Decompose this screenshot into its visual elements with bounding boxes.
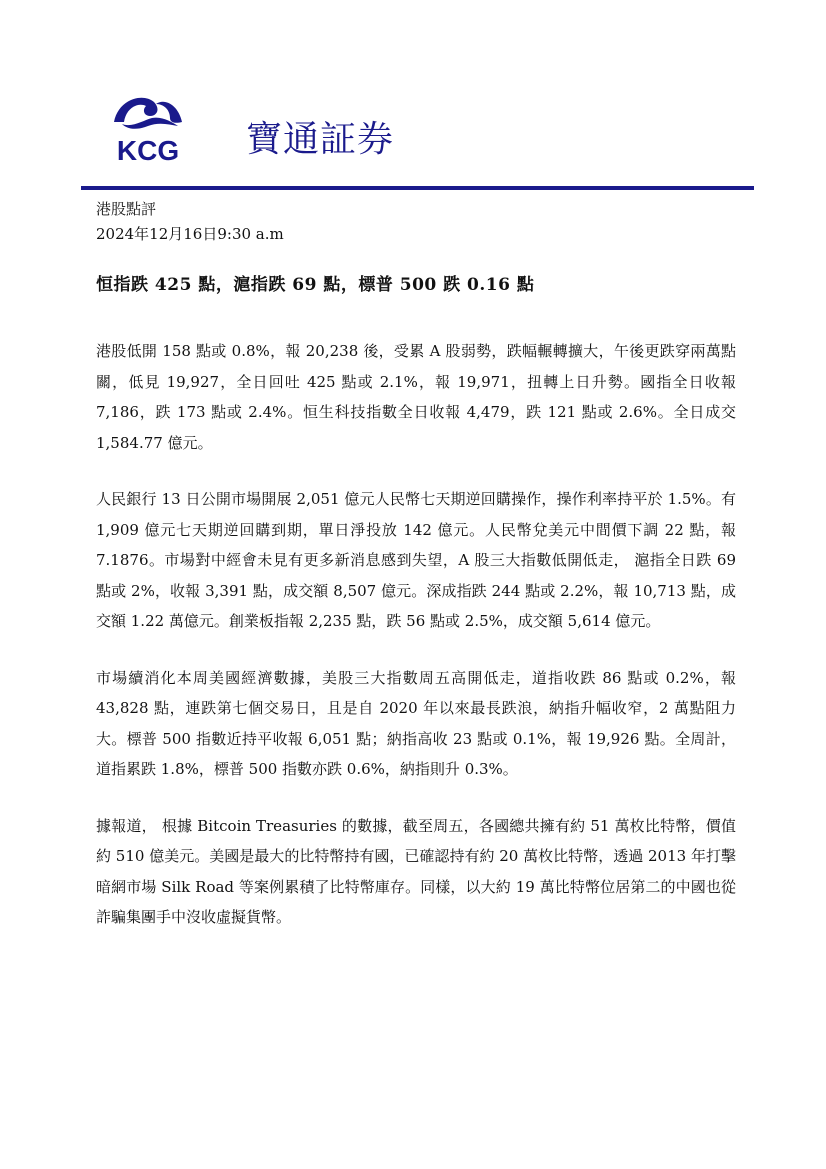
company-name: 寶通証券 — [246, 119, 395, 160]
paragraph-us-market: 市場續消化本周美國經濟數據，美股三大指數周五高開低走，道指收跌 86 點或 0.2%，報 43,828 點，連跌第七個交易日，且是自 2020 年以來最長跌浪，納指升幅收窄，2 萬點阻力大。標普 500 指數近持平收報 6,051 點；納指高收 23 點或 0.1%，報 19,926 點。全周計，道指累跌 1.8%，標普 500 指數亦跌 0.6%，納指則升 0.3%。 — [96, 668, 736, 778]
report-date: 2024年12月16日9:30 a.m — [96, 225, 284, 243]
paragraph-bitcoin: 據報道， 根據 Bitcoin Treasuries 的數據，截至周五，各國總共擁有約 51 萬枚比特幣，價值約 510 億美元。美國是最大的比特幣持有國，已確認持有約 20 萬枚比特幣，透過 2013 年打擊暗網市場 Silk Road 等案例累積了比特幣庫存。同樣，以大約 19 萬比特幣位居第二的中國也從詐騙集團手中沒收虛擬貨幣。 — [96, 816, 736, 926]
headline: 恒指跌 425 點，滬指跌 69 點，標普 500 跌 0.16 點 — [96, 275, 535, 295]
header-divider — [81, 186, 754, 190]
paragraph-china-market: 人民銀行 13 日公開市場開展 2,051 億元人民幣七天期逆回購操作，操作利率持平於 1.5%。有 1,909 億元七天期逆回購到期，單日淨投放 142 億元。人民幣兌美元中間價下調 22 點，報 7.1876。市場對中經會未見有更多新消息感到失望，A 股三大指數低開低走， 滬指全日跌 69 點或 2%，收報 3,391 點，成交額 8,507 億元。深成指跌 244 點或 2.2%，報 10,713 點，成交額 1.22 萬億元。創業板指報 2,235 點，跌 56 點或 2.5%，成交額 5,614 億元。 — [96, 490, 736, 630]
paragraph-hk-market: 港股低開 158 點或 0.8%，報 20,238 後，受累 A 股弱勢，跌幅輾轉擴大，午後更跌穿兩萬點關，低見 19,927，全日回吐 425 點或 2.1%，報 19,971，扭轉上日升勢。國指全日收報 7,186，跌 173 點或 2.4%。恒生科技指數全日收報 4,479，跌 121 點或 2.6%。全日成交 1,584.77 億元。 — [96, 342, 736, 452]
logo-text: KCG — [116, 135, 180, 164]
article-body — [96, 336, 736, 959]
report-category: 港股點評 — [96, 200, 157, 218]
kcg-logo-icon — [108, 92, 188, 164]
